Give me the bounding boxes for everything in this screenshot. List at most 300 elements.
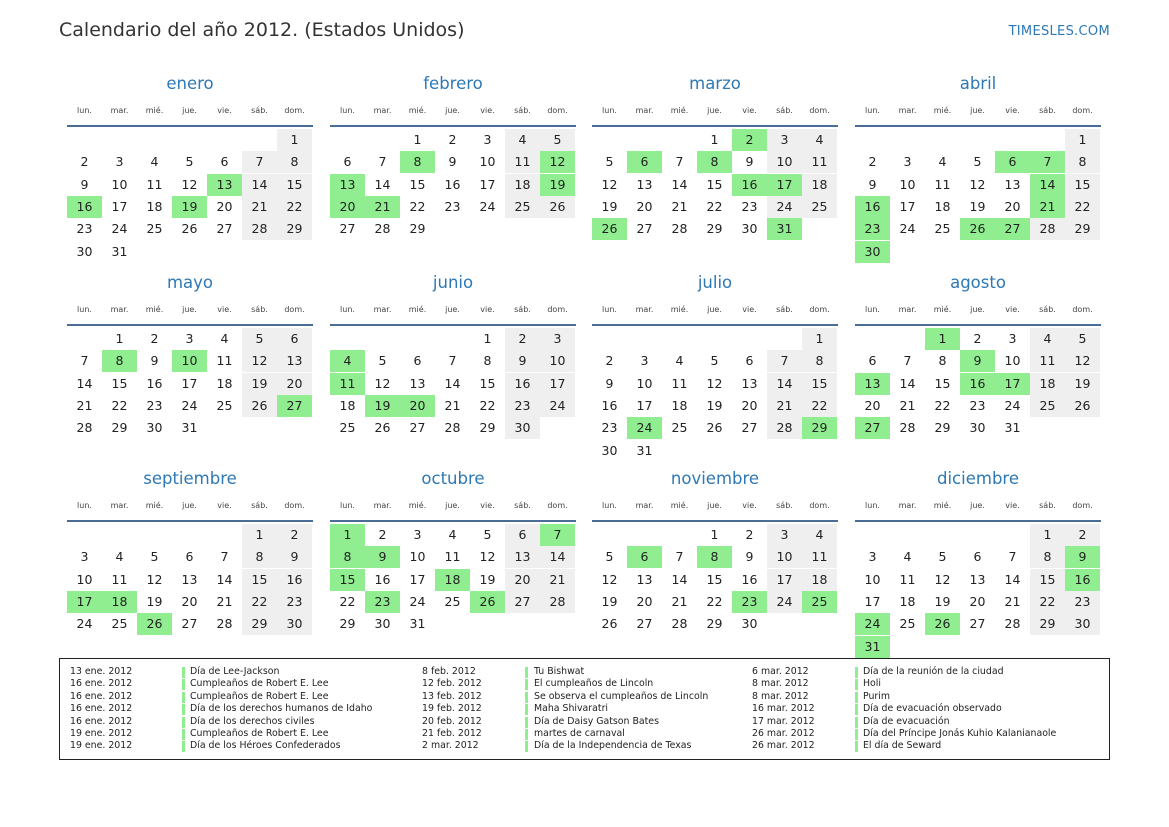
day-grid: [67, 524, 313, 664]
holiday-marker: [182, 741, 185, 752]
holiday-row: [70, 716, 410, 728]
day-cell: 16: [505, 373, 540, 395]
day-cell: 29: [1030, 613, 1065, 635]
weekday-label: lun.: [77, 305, 92, 314]
weekday-label: vie.: [480, 305, 495, 314]
day-cell: 31: [636, 442, 653, 458]
day-cell: 24: [111, 221, 128, 237]
weekday-label: vie.: [742, 305, 757, 314]
day-cell: 19: [479, 571, 496, 587]
day-cell: 10: [1004, 353, 1021, 369]
weekday-label: vie.: [217, 305, 232, 314]
day-cell: 30: [601, 442, 618, 458]
day-cell: 29: [277, 218, 312, 240]
day-cell: 8: [938, 353, 947, 369]
weekday-header: [330, 305, 576, 317]
day-cell: 30: [146, 420, 163, 436]
holiday-day-cell: 17: [995, 373, 1030, 395]
day-cell: 23: [505, 395, 540, 417]
day-cell: 17: [636, 397, 653, 413]
holiday-column: [422, 666, 762, 756]
day-cell: 27: [181, 616, 198, 632]
day-cell: 29: [409, 221, 426, 237]
holiday-marker: [525, 741, 528, 752]
weekday-label: jue.: [445, 305, 460, 314]
day-cell: 7: [675, 154, 684, 170]
day-cell: 23: [76, 221, 93, 237]
day-cell: 7: [448, 353, 457, 369]
month-divider: [330, 324, 576, 326]
month-divider: [855, 520, 1101, 522]
weekday-label: jue.: [182, 305, 197, 314]
day-cell: 6: [343, 154, 352, 170]
holiday-row: [752, 666, 1102, 678]
holiday-day-cell: 31: [855, 636, 890, 658]
holiday-day-cell: 23: [732, 591, 767, 613]
day-cell: 3: [185, 331, 194, 346]
holiday-row: [70, 678, 410, 690]
month-divider: [592, 520, 838, 522]
day-cell: 27: [741, 420, 758, 436]
holiday-day-cell: 27: [995, 218, 1030, 240]
day-cell: 10: [76, 571, 93, 587]
day-cell: 18: [802, 569, 837, 591]
day-cell: 22: [277, 196, 312, 218]
day-cell: 1: [242, 524, 277, 546]
weekday-label: mié.: [408, 501, 427, 510]
day-cell: 22: [111, 397, 128, 413]
day-cell: 14: [671, 571, 688, 587]
weekday-label: jue.: [707, 305, 722, 314]
day-cell: 27: [969, 616, 986, 632]
weekday-label: jue.: [445, 106, 460, 115]
day-cell: 14: [767, 373, 802, 395]
day-cell: 4: [938, 154, 947, 170]
day-cell: 28: [671, 221, 688, 237]
holiday-day-cell: 19: [365, 395, 400, 417]
holiday-day-cell: 9: [960, 350, 995, 372]
day-cell: 2: [1065, 524, 1100, 546]
weekday-label: mié.: [670, 501, 689, 510]
weekday-label: mar.: [110, 501, 129, 510]
month-agosto: [855, 273, 1101, 436]
day-cell: 20: [969, 593, 986, 609]
day-cell: 28: [76, 420, 93, 436]
day-cell: 29: [706, 616, 723, 632]
day-cell: 28: [374, 221, 391, 237]
holiday-date: 16 ene. 2012: [70, 715, 133, 727]
holiday-date: 16 ene. 2012: [70, 690, 133, 702]
day-cell: 5: [540, 129, 575, 151]
holiday-day-cell: 7: [540, 524, 575, 546]
weekday-header: [855, 501, 1101, 513]
weekday-label: jue.: [707, 501, 722, 510]
day-cell: 16: [444, 176, 461, 192]
day-cell: 3: [115, 154, 124, 170]
holiday-day-cell: 16: [67, 196, 102, 218]
holiday-name: Cumpleaños de Robert E. Lee: [190, 690, 329, 702]
weekday-label: mié.: [933, 305, 952, 314]
day-cell: 24: [767, 591, 802, 613]
month-divider: [67, 324, 313, 326]
day-cell: 1: [277, 129, 312, 151]
day-cell: 24: [479, 198, 496, 214]
weekday-label: jue.: [707, 106, 722, 115]
weekday-label: dom.: [284, 501, 305, 510]
holiday-name: Maha Shivaratri: [534, 703, 609, 715]
holiday-date: 16 mar. 2012: [752, 703, 815, 715]
day-cell: 11: [934, 176, 951, 192]
day-cell: 5: [710, 353, 719, 369]
day-grid: [67, 328, 313, 468]
day-cell: 14: [444, 375, 461, 391]
day-cell: 27: [409, 420, 426, 436]
weekday-label: dom.: [809, 501, 830, 510]
day-cell: 25: [216, 397, 233, 413]
day-cell: 10: [409, 549, 426, 565]
month-divider: [592, 125, 838, 127]
day-cell: 10: [767, 151, 802, 173]
day-cell: 11: [802, 546, 837, 568]
weekday-label: dom.: [284, 305, 305, 314]
weekday-label: mar.: [898, 501, 917, 510]
day-cell: 4: [675, 353, 684, 369]
day-cell: 1: [710, 132, 719, 147]
day-cell: 8: [1030, 546, 1065, 568]
day-cell: 6: [745, 353, 754, 369]
day-cell: 16: [601, 397, 618, 413]
day-cell: 9: [745, 549, 754, 565]
day-cell: 31: [111, 243, 128, 259]
holiday-day-cell: 1: [925, 328, 960, 350]
holiday-day-cell: 30: [855, 241, 890, 263]
site-link[interactable]: TIMESLES.COM: [1008, 24, 1110, 39]
holiday-marker: [525, 667, 528, 678]
holiday-day-cell: 13: [207, 174, 242, 196]
day-grid: [592, 328, 838, 468]
day-cell: 25: [802, 196, 837, 218]
holiday-day-cell: 16: [1065, 569, 1100, 591]
weekday-label: lun.: [865, 501, 880, 510]
day-cell: 18: [505, 174, 540, 196]
month-divider: [855, 324, 1101, 326]
day-cell: 2: [868, 154, 877, 170]
weekday-label: jue.: [970, 501, 985, 510]
month-mayo: [67, 273, 313, 436]
holiday-day-cell: 13: [855, 373, 890, 395]
day-cell: 22: [706, 198, 723, 214]
month-enero: [67, 74, 313, 259]
weekday-label: vie.: [1005, 106, 1020, 115]
day-cell: 5: [150, 549, 159, 565]
month-divider: [330, 125, 576, 127]
holiday-name: Día de Lee-Jackson: [190, 666, 280, 677]
holiday-date: 26 mar. 2012: [752, 727, 815, 739]
weekday-header: [855, 305, 1101, 317]
holiday-day-cell: 16: [855, 196, 890, 218]
day-cell: 5: [483, 527, 492, 542]
holiday-date: 19 feb. 2012: [422, 703, 482, 715]
day-cell: 9: [277, 546, 312, 568]
day-cell: 2: [378, 527, 387, 542]
day-cell: 4: [115, 549, 124, 565]
holiday-day-cell: 9: [1065, 546, 1100, 568]
day-cell: 1: [710, 527, 719, 542]
month-septiembre: [67, 469, 313, 632]
day-cell: 21: [76, 397, 93, 413]
holiday-name: martes de carnaval: [534, 727, 625, 739]
holiday-day-cell: 26: [592, 218, 627, 240]
holiday-day-cell: 8: [697, 151, 732, 173]
day-cell: 19: [146, 593, 163, 609]
weekday-header: [330, 501, 576, 513]
weekday-label: vie.: [1005, 305, 1020, 314]
weekday-label: mié.: [408, 305, 427, 314]
holiday-name: Día de los derechos civiles: [190, 715, 315, 727]
holiday-day-cell: 8: [400, 151, 435, 173]
day-cell: 19: [601, 198, 618, 214]
day-cell: 8: [802, 350, 837, 372]
day-cell: 28: [540, 591, 575, 613]
day-cell: 10: [540, 350, 575, 372]
day-cell: 15: [706, 571, 723, 587]
day-cell: 29: [242, 613, 277, 635]
day-cell: 2: [605, 353, 614, 369]
holiday-day-cell: 27: [855, 417, 890, 439]
holiday-date: 16 ene. 2012: [70, 703, 133, 715]
day-cell: 23: [277, 591, 312, 613]
holiday-marker: [525, 729, 528, 740]
day-cell: 11: [444, 549, 461, 565]
day-cell: 20: [181, 593, 198, 609]
day-cell: 27: [339, 221, 356, 237]
day-grid: [330, 129, 576, 269]
weekday-label: mié.: [145, 305, 164, 314]
month-title: diciembre: [937, 469, 1019, 488]
day-cell: 29: [479, 420, 496, 436]
holiday-name: Día de evacuación observado: [863, 703, 1002, 715]
day-cell: 25: [146, 221, 163, 237]
day-cell: 6: [185, 549, 194, 565]
day-grid: [855, 524, 1101, 664]
holiday-date: 6 mar. 2012: [752, 666, 809, 677]
day-cell: 22: [1065, 196, 1100, 218]
day-cell: 7: [1008, 549, 1017, 565]
day-cell: 12: [706, 375, 723, 391]
day-cell: 3: [540, 328, 575, 350]
holiday-date: 19 ene. 2012: [70, 727, 133, 739]
day-cell: 5: [938, 549, 947, 565]
day-cell: 24: [1004, 397, 1021, 413]
day-cell: 21: [444, 397, 461, 413]
holiday-row: [752, 691, 1102, 703]
day-cell: 25: [671, 420, 688, 436]
weekday-header: [592, 501, 838, 513]
day-cell: 8: [242, 546, 277, 568]
holiday-row: [422, 703, 762, 715]
day-grid: [330, 328, 576, 468]
day-cell: 17: [409, 571, 426, 587]
day-cell: 13: [741, 375, 758, 391]
weekday-label: vie.: [480, 501, 495, 510]
day-cell: 3: [413, 527, 422, 542]
weekday-label: jue.: [445, 501, 460, 510]
weekday-label: mar.: [635, 106, 654, 115]
month-title: septiembre: [143, 469, 237, 488]
month-title: julio: [697, 273, 733, 292]
day-cell: 22: [802, 395, 837, 417]
month-abril: [855, 74, 1101, 259]
weekday-label: mar.: [635, 501, 654, 510]
month-octubre: [330, 469, 576, 632]
day-cell: 7: [378, 154, 387, 170]
day-cell: 12: [601, 571, 618, 587]
holiday-date: 19 ene. 2012: [70, 740, 133, 752]
month-marzo: [592, 74, 838, 237]
day-grid: [67, 129, 313, 269]
day-cell: 20: [1004, 198, 1021, 214]
weekday-label: lun.: [77, 501, 92, 510]
day-cell: 12: [242, 350, 277, 372]
day-cell: 29: [706, 221, 723, 237]
day-cell: 26: [706, 420, 723, 436]
day-grid: [592, 524, 838, 664]
weekday-label: dom.: [809, 106, 830, 115]
day-cell: 22: [409, 198, 426, 214]
day-cell: 27: [636, 221, 653, 237]
month-title: abril: [959, 74, 997, 93]
day-cell: 30: [374, 616, 391, 632]
month-title: junio: [432, 273, 474, 292]
day-cell: 26: [601, 616, 618, 632]
day-cell: 30: [741, 221, 758, 237]
day-grid: [855, 129, 1101, 269]
month-divider: [592, 324, 838, 326]
day-cell: 18: [671, 397, 688, 413]
day-cell: 28: [671, 616, 688, 632]
day-cell: 19: [601, 593, 618, 609]
holiday-name: El día de Seward: [863, 740, 942, 752]
holiday-name: El cumpleaños de Lincoln: [534, 678, 654, 690]
holiday-day-cell: 21: [365, 196, 400, 218]
day-cell: 28: [899, 420, 916, 436]
weekday-label: dom.: [547, 106, 568, 115]
holiday-name: Día de la reunión de la ciudad: [863, 666, 1004, 677]
holiday-day-cell: 20: [400, 395, 435, 417]
holiday-day-cell: 19: [172, 196, 207, 218]
day-cell: 24: [767, 196, 802, 218]
day-cell: 1: [1065, 129, 1100, 151]
holiday-date: 16 ene. 2012: [70, 678, 133, 690]
weekday-header: [592, 305, 838, 317]
holiday-marker: [525, 692, 528, 703]
day-cell: 15: [111, 375, 128, 391]
day-cell: 23: [1065, 591, 1100, 613]
day-cell: 5: [242, 328, 277, 350]
day-cell: 6: [868, 353, 877, 369]
holiday-day-cell: 23: [855, 218, 890, 240]
day-cell: 21: [671, 593, 688, 609]
day-cell: 6: [220, 154, 229, 170]
day-cell: 24: [76, 616, 93, 632]
holiday-row: [70, 703, 410, 715]
day-cell: 11: [505, 151, 540, 173]
holiday-day-cell: 27: [277, 395, 312, 417]
holiday-marker: [182, 717, 185, 728]
day-cell: 21: [671, 198, 688, 214]
day-cell: 19: [1065, 373, 1100, 395]
day-cell: 29: [1065, 218, 1100, 240]
day-cell: 11: [899, 571, 916, 587]
day-cell: 5: [973, 154, 982, 170]
day-cell: 28: [767, 417, 802, 439]
day-cell: 3: [767, 129, 802, 151]
weekday-header: [67, 106, 313, 118]
weekday-label: vie.: [1005, 501, 1020, 510]
weekday-header: [67, 501, 313, 513]
holiday-marker: [855, 717, 858, 728]
weekday-label: mié.: [670, 305, 689, 314]
day-cell: 8: [1065, 151, 1100, 173]
holiday-marker: [855, 679, 858, 690]
holiday-day-cell: 26: [470, 591, 505, 613]
day-cell: 13: [505, 546, 540, 568]
holiday-row: [752, 728, 1102, 740]
holiday-day-cell: 9: [365, 546, 400, 568]
holiday-date: 2 mar. 2012: [422, 740, 479, 752]
day-cell: 20: [505, 569, 540, 591]
day-cell: 21: [540, 569, 575, 591]
day-cell: 18: [802, 174, 837, 196]
holiday-marker: [855, 741, 858, 752]
weekday-label: lun.: [602, 501, 617, 510]
weekday-label: dom.: [1072, 501, 1093, 510]
day-cell: 20: [636, 198, 653, 214]
holiday-day-cell: 8: [102, 350, 137, 372]
day-cell: 3: [640, 353, 649, 369]
month-diciembre: [855, 469, 1101, 654]
day-cell: 15: [934, 375, 951, 391]
month-title: agosto: [950, 273, 1006, 292]
weekday-label: mar.: [110, 106, 129, 115]
holiday-day-cell: 10: [172, 350, 207, 372]
holiday-row: [422, 666, 762, 678]
day-cell: 15: [242, 569, 277, 591]
day-cell: 16: [741, 571, 758, 587]
day-cell: 9: [745, 154, 754, 170]
day-cell: 31: [1004, 420, 1021, 436]
holiday-day-cell: 8: [330, 546, 365, 568]
day-cell: 8: [483, 353, 492, 369]
weekday-label: mar.: [373, 501, 392, 510]
day-cell: 17: [864, 593, 881, 609]
month-divider: [67, 520, 313, 522]
holiday-marker: [525, 704, 528, 715]
holiday-row: [422, 678, 762, 690]
day-cell: 12: [146, 571, 163, 587]
day-cell: 16: [277, 569, 312, 591]
month-noviembre: [592, 469, 838, 632]
weekday-label: sáb.: [514, 106, 531, 115]
day-cell: 1: [802, 328, 837, 350]
holiday-day-cell: 12: [540, 151, 575, 173]
day-cell: 11: [1030, 350, 1065, 372]
holiday-day-cell: 8: [697, 546, 732, 568]
holiday-name: Purim: [863, 690, 891, 702]
day-cell: 22: [242, 591, 277, 613]
weekday-label: mar.: [898, 106, 917, 115]
day-cell: 17: [181, 375, 198, 391]
